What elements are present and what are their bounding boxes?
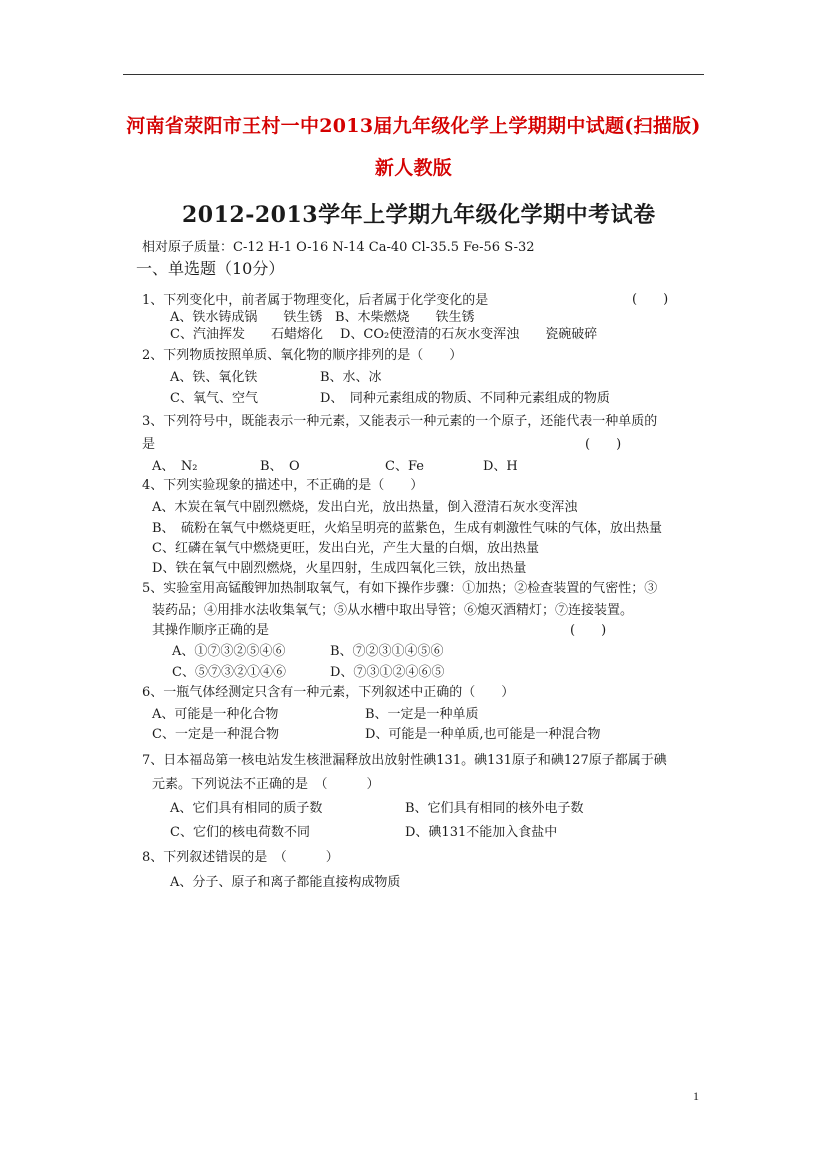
question-3-bracket: ( ) <box>585 437 622 452</box>
question-7-stem: 7、日本福岛第一核电站发生核泄漏释放出放射性碘131。碘131原子和碘127原子都属于碘 <box>142 753 667 768</box>
question-1-option-a: A、铁水铸成锅 铁生锈 <box>170 310 323 325</box>
question-3-option-d: D、H <box>483 459 518 474</box>
question-7-option-c: C、它们的核电荷数不同 <box>170 825 310 840</box>
question-5-option-b: B、⑦②③①④⑤⑥ <box>330 644 444 659</box>
question-4-option-d: D、铁在氧气中剧烈燃烧，火星四射，生成四氧化三铁，放出热量 <box>152 561 527 576</box>
question-2-option-b: B、水、冰 <box>320 370 382 385</box>
question-5-bracket: ( ) <box>570 623 607 638</box>
question-1-option-d: D、CO₂使澄清的石灰水变浑浊 瓷碗破碎 <box>340 327 598 342</box>
question-2-option-d: D、 同种元素组成的物质、不同种元素组成的物质 <box>320 391 610 406</box>
question-5-stem-line2: 装药品；④用排水法收集氧气；⑤从水槽中取出导管；⑥熄灭酒精灯；⑦连接装置。 <box>152 603 634 618</box>
question-3-option-b: B、 O <box>260 459 300 474</box>
question-6-option-a: A、可能是一种化合物 <box>152 707 279 722</box>
question-7-option-b: B、它们具有相同的核外电子数 <box>405 801 584 816</box>
question-4-option-a: A、木炭在氧气中剧烈燃烧，发出白光，放出热量，倒入澄清石灰水变浑浊 <box>152 500 578 515</box>
page-number: 1 <box>693 1089 699 1103</box>
question-8-stem: 8、下列叙述错误的是 （ ） <box>142 850 339 865</box>
question-7-option-d: D、碘131不能加入食盐中 <box>405 825 558 840</box>
question-1-bracket: ( ) <box>632 292 669 307</box>
question-4-option-b: B、 硫粉在氧气中燃烧更旺，火焰呈明亮的蓝紫色，生成有刺激性气味的气体，放出热量 <box>152 521 663 536</box>
question-4-stem: 4、下列实验现象的描述中，不正确的是（ ） <box>142 478 424 493</box>
question-1-stem: 1、下列变化中，前者属于物理变化，后者属于化学变化的是 <box>142 293 489 308</box>
question-4-option-c: C、红磷在氧气中燃烧更旺，发出白光，产生大量的白烟，放出热量 <box>152 541 539 556</box>
question-2-stem: 2、下列物质按照单质、氧化物的顺序排列的是（ ） <box>142 348 463 363</box>
question-3-option-a: A、 N₂ <box>152 459 198 474</box>
question-3-stem: 3、下列符号中，既能表示一种元素，又能表示一种元素的一个原子，还能代表一种单质的 <box>142 414 658 429</box>
question-5-stem-line3: 其操作顺序正确的是 <box>152 623 270 638</box>
question-6-stem: 6、一瓶气体经测定只含有一种元素，下列叙述中正确的（ ） <box>142 685 515 700</box>
atomic-masses: 相对原子质量：C-12 H-1 O-16 N-14 Ca-40 Cl-35.5 Fe-56 S-32 <box>142 240 535 255</box>
question-2-option-a: A、铁、氧化铁 <box>170 370 258 385</box>
section-heading: 一、单选题（10分） <box>136 259 285 278</box>
question-3-stem-continued: 是 <box>142 437 156 452</box>
question-6-option-c: C、一定是一种混合物 <box>152 727 279 742</box>
scanned-exam-image <box>130 195 710 895</box>
exam-title: 2012-2013学年上学期九年级化学期中考试卷 <box>182 202 656 228</box>
question-5-stem: 5、实验室用高锰酸钾加热制取氧气，有如下操作步骤：①加热；②检查装置的气密性；③ <box>142 581 658 596</box>
question-5-option-c: C、⑤⑦③②①④⑥ <box>172 665 286 680</box>
question-3-option-c: C、Fe <box>385 459 424 474</box>
question-1-option-c: C、汽油挥发 石蜡熔化 <box>170 327 323 342</box>
question-8-option-a: A、分子、原子和离子都能直接构成物质 <box>170 875 401 890</box>
question-6-option-d: D、可能是一种单质,也可能是一种混合物 <box>365 727 601 742</box>
top-rule <box>123 74 704 75</box>
question-7-option-a: A、它们具有相同的质子数 <box>170 801 323 816</box>
question-1-option-b: B、木柴燃烧 铁生锈 <box>335 310 475 325</box>
question-6-option-b: B、一定是一种单质 <box>365 707 479 722</box>
question-2-option-c: C、氧气、空气 <box>170 391 258 406</box>
question-5-option-d: D、⑦③①②④⑥⑤ <box>330 665 445 680</box>
question-7-stem-continued: 元素。下列说法不正确的是 （ ） <box>152 777 380 792</box>
question-5-option-a: A、①⑦③②⑤④⑥ <box>172 644 286 659</box>
document-title: 河南省荥阳市王村一中2013届九年级化学上学期期中试题(扫描版) <box>126 115 701 137</box>
document-subtitle: 新人教版 <box>374 157 453 179</box>
